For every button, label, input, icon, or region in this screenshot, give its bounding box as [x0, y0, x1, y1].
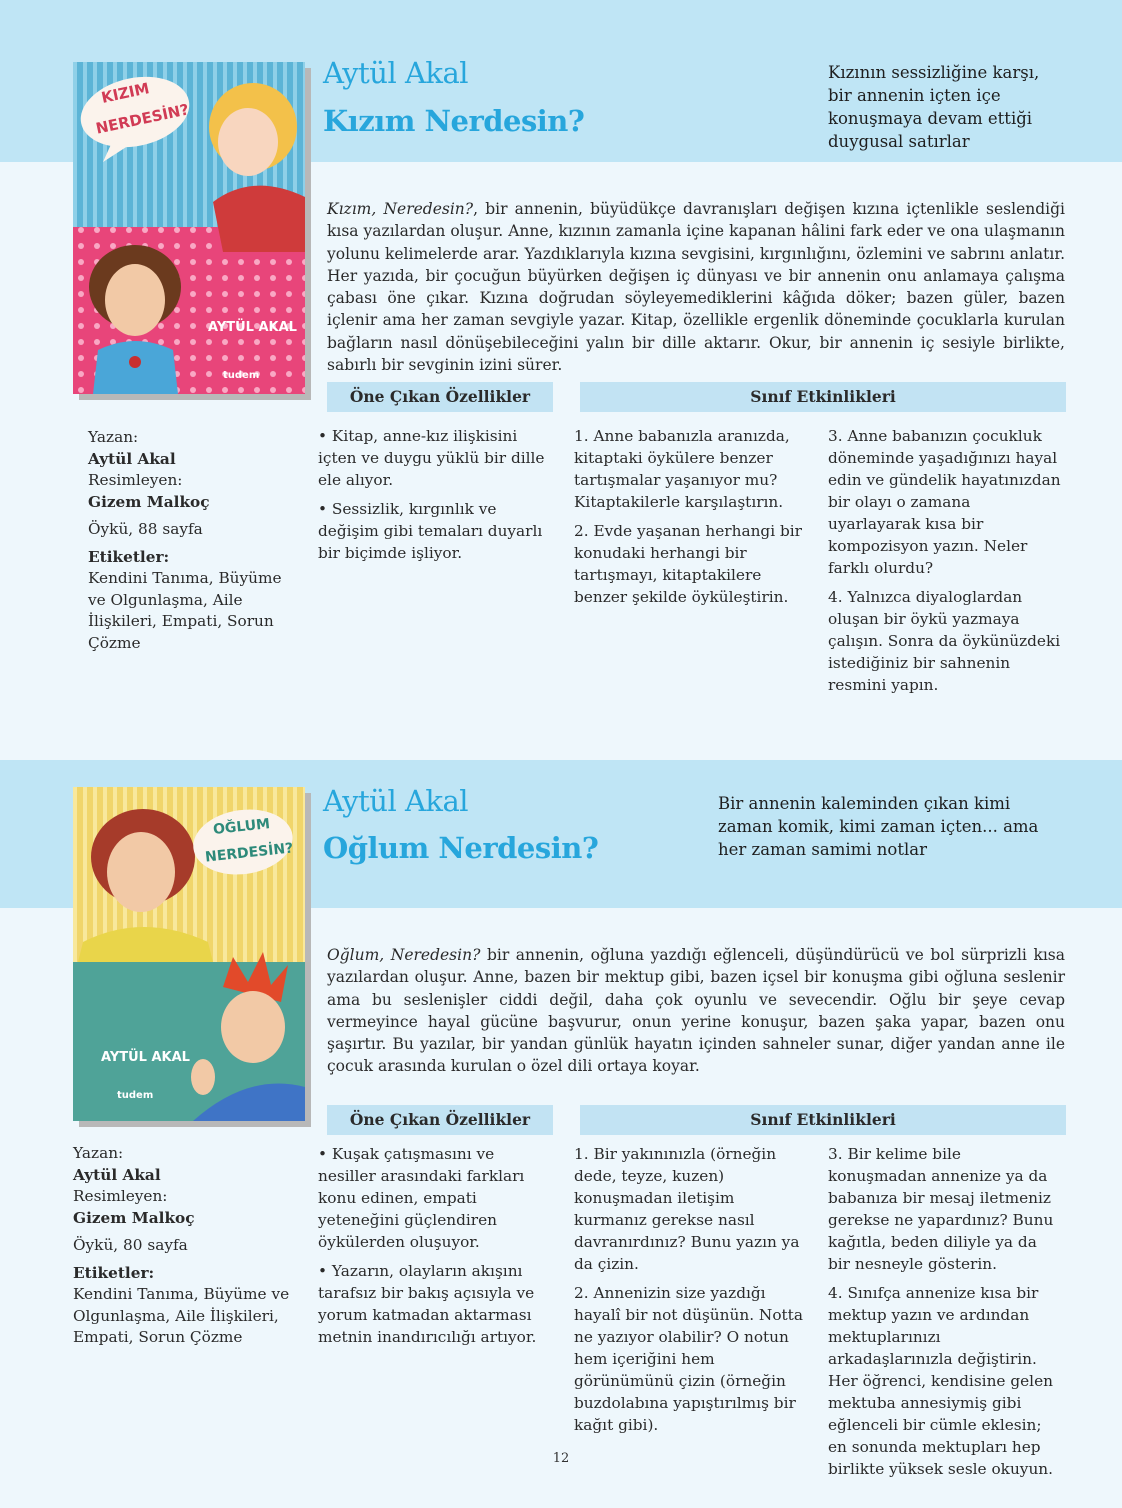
cover-author: AYTÜL AKAL	[101, 1050, 190, 1065]
description-title-italic: Oğlum, Neredesin?	[327, 946, 481, 964]
feature-item: • Kuşak çatışmasını ve nesiller arasındaki farkları konu edinen, empati yeteneğini güçlendiren öykülerden oluşuyor.	[318, 1145, 525, 1251]
book-tagline-2: Bir annenin kaleminden çıkan kimi zaman komik, kimi zaman içten... ama her zaman samimi notlar	[718, 794, 1039, 859]
activities-left-1	[574, 425, 810, 615]
features-header-1: Öne Çıkan Özellikler	[327, 382, 553, 412]
activity-item: 4. Sınıfça annenize kısa bir mektup yazın ve ardından mektuplarınızı arkadaşlarınızla değiştirin. Her öğrenci, kendisine gelen mektuba annesiymiş gibi eğlenceli bir cümle eklesin; en sonunda mektupları hep birlikte yüksek sesle okuyun.	[828, 1284, 1054, 1478]
book-title-1: Kızım Nerdesin?	[323, 104, 585, 138]
cover-author: AYTÜL AKAL	[208, 320, 297, 335]
feature-item: • Kitap, anne-kız ilişkisini içten ve duygu yüklü bir dille ele alıyor.	[318, 427, 545, 489]
book-author-2: Aytül Akal	[323, 784, 469, 818]
feature-item: • Yazarın, olayların akışını tarafsız bir bakış açısıyla ve yorum katmadan aktarması metnin inandırıcılığı artıyor.	[318, 1262, 537, 1346]
book-cover-1	[73, 62, 305, 394]
author-label: Yazan:	[88, 428, 139, 446]
book-description-1	[327, 198, 1065, 376]
cover-title-line2: NERDESİN?	[204, 840, 294, 866]
activities-header-2: Sınıf Etkinlikleri	[580, 1105, 1066, 1135]
feature-item: • Sessizlik, kırgınlık ve değişim gibi temaları duyarlı bir biçimde işliyor.	[318, 500, 543, 562]
cover-title-line2: NERDESİN?	[94, 100, 191, 138]
author-name: Aytül Akal	[88, 449, 176, 468]
features-list-1	[318, 425, 554, 571]
book-title-2: Oğlum Nerdesin?	[323, 831, 599, 865]
cover-title-line1: OĞLUM	[212, 816, 271, 838]
cover-publisher: tudem	[223, 370, 260, 381]
book-description-2	[327, 944, 1065, 1078]
activity-item: 3. Anne babanızın çocukluk döneminde yaşadığınızı hayal edin ve gündelik hayatınızdan bir olayı o zamana uyarlayarak kısa bir kompozisyon yazın. Neler farklı olurdu?	[828, 427, 1061, 577]
book-info: Öykü, 88 sayfa	[88, 520, 203, 538]
cover-publisher: tudem	[117, 1090, 154, 1101]
book-info: Öykü, 80 sayfa	[73, 1236, 188, 1254]
activities-right-1	[828, 425, 1062, 703]
activities-right-2	[828, 1143, 1062, 1487]
activity-item: 2. Evde yaşanan herhangi bir konudaki herhangi bir tartışmayı, kitaptakilere benzer şekilde öyküleştirin.	[574, 522, 802, 606]
author-name: Aytül Akal	[73, 1165, 161, 1184]
page-number: 12	[552, 1451, 570, 1466]
tags-label: Etiketler:	[73, 1263, 155, 1282]
book-meta-2	[73, 1143, 293, 1349]
illustrator-name: Gizem Malkoç	[73, 1208, 195, 1227]
activity-item: 4. Yalnızca diyaloglardan oluşan bir öykü yazmaya çalışın. Sonra da öykünüzdeki istediğiniz bir sahnenin resmini yapın.	[828, 588, 1061, 694]
book-tagline-1: Kızının sessizliğine karşı, bir annenin içten içe konuşmaya devam ettiği duygusal satırlar	[828, 63, 1040, 151]
tags: Kendini Tanıma, Büyüme ve Olgunlaşma, Aile İlişkileri, Empati, Sorun Çözme	[88, 569, 282, 652]
illustrator-label: Resimleyen:	[88, 471, 183, 489]
activity-item: 2. Annenizin size yazdığı hayalî bir not düşünün. Notta ne yazıyor olabilir? O notun hem içeriğini hem görünümünü çizin (örneğin buzdolabına yapıştırılmış bir kağıt gibi).	[574, 1284, 803, 1434]
book-meta-1	[88, 427, 288, 654]
illustrator-label: Resimleyen:	[73, 1187, 168, 1205]
features-header-2: Öne Çıkan Özellikler	[327, 1105, 553, 1135]
activity-item: 1. Anne babanızla aranızda, kitaptaki öykülere benzer tartışmalar yaşanıyor mu? Kitaptakilerle karşılaştırın.	[574, 427, 790, 511]
illustrator-name: Gizem Malkoç	[88, 492, 210, 511]
activity-item: 1. Bir yakınınızla (örneğin dede, teyze, kuzen) konuşmadan iletişim kurmanız gerekse nasıl davranırdınız? Bunu yazın ya da çizin.	[574, 1145, 800, 1273]
description-text: , bir annenin, büyüdükçe davranışları değişen kızına içtenlikle seslendiği kısa yazılardan oluşur. Anne, kızının zamanla içine kapanan hâlini fark eder ve ona ulaşmanın yolunu kelimelerde arar. Yazdıklarıyla kızına sevgisini, kırgınlığını, özlemini ve sabrını anlatır. Her yazıda, bir çocuğun büyürken değişen iç dünyası ve bir annenin onu anlamaya çalışma çabası öne çıkar. Kızına doğrudan söyleyemediklerini kâğıda döker; bazen güler, bazen içlenir ama her zaman sevgiyle yazar. Kitap, özellikle ergenlik döneminde çocuklarla kurulan bağların nasıl dönüşebileceğini yalın bir dille aktarır. Okur, bir annenin iç sesiyle birlikte, sabırlı bir sevginin izini sürer.	[327, 200, 1065, 375]
tags-label: Etiketler:	[88, 547, 170, 566]
activities-header-1: Sınıf Etkinlikleri	[580, 382, 1066, 412]
tags: Kendini Tanıma, Büyüme ve Olgunlaşma, Aile İlişkileri, Empati, Sorun Çözme	[73, 1285, 290, 1346]
description-title-italic: Kızım, Neredesin?	[327, 200, 474, 218]
description-text: bir annenin, oğluna yazdığı eğlenceli, düşündürücü ve bol sürprizli kısa yazılardan oluşur. Anne, bazen bir mektup gibi, bazen içsel bir konuşma gibi oğluna seslenir ama bu seslenişler ciddi değil, daha çok oyunlu ve sevecendir. Oğlu bir şeye cevap vermeyince hayal gücüne başvurur, onun yerine konuşur, bazen şaka yapar, bazen onu şaşırtır. Bu yazılar, bir yandan günlük hayatın içinden sahneler sunar, diğer yandan anne ile çocuk arasında kurulan o özel dili ortaya koyar.	[327, 946, 1065, 1076]
author-label: Yazan:	[73, 1144, 124, 1162]
cover-title-line1: KIZIM	[99, 79, 151, 107]
book-author-1: Aytül Akal	[323, 56, 469, 90]
activities-left-2	[574, 1143, 810, 1443]
features-list-2	[318, 1143, 554, 1355]
book-cover-2	[73, 787, 305, 1121]
activity-item: 3. Bir kelime bile konuşmadan annenize ya da babanıza bir mesaj iletmeniz gerekse ne yapardınız? Bunu kağıtla, beden diliyle ya da bir nesneyle gösterin.	[828, 1145, 1054, 1273]
